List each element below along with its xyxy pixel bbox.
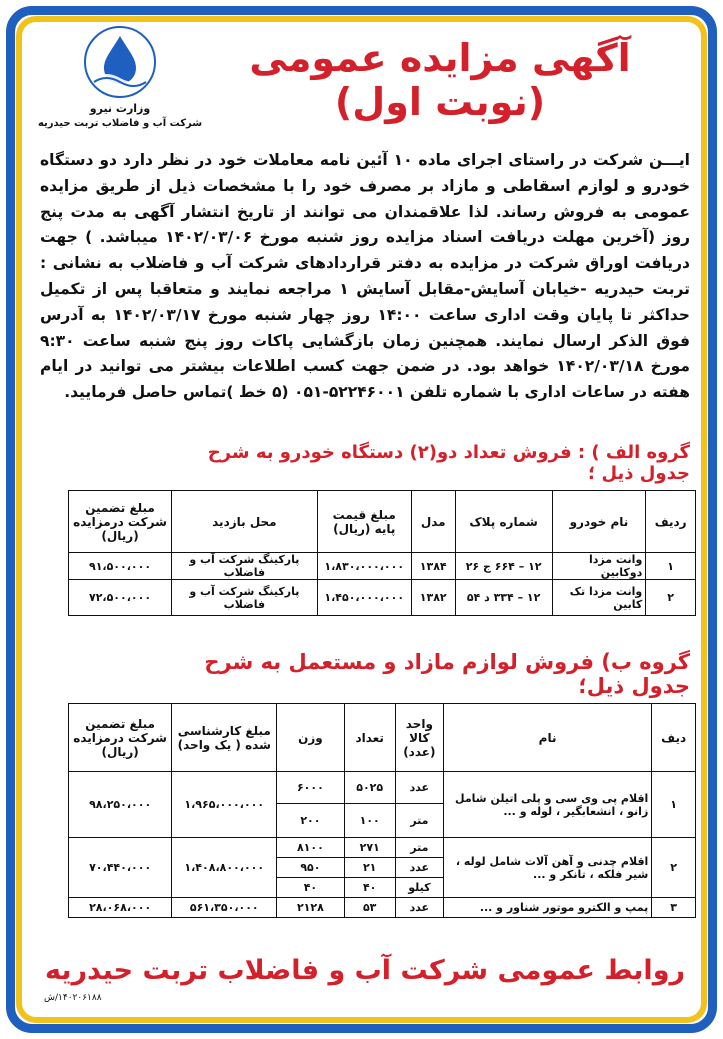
cell-unit: متر bbox=[395, 838, 443, 858]
cell-expert-price: ۵۶۱،۳۵۰،۰۰۰ bbox=[172, 898, 277, 918]
cell-vehicle-name: وانت مزدا دوکابین bbox=[552, 553, 646, 580]
table-row bbox=[69, 898, 696, 918]
table-row bbox=[69, 772, 696, 804]
logo-block bbox=[30, 26, 210, 144]
surplus-items-table bbox=[68, 703, 696, 918]
water-drop-logo bbox=[84, 26, 156, 98]
cell-weight: ۲۱۲۸ bbox=[277, 898, 344, 918]
th-visit-location: محل بازدید bbox=[172, 491, 318, 553]
cell-guarantee: ۹۱،۵۰۰،۰۰۰ bbox=[69, 553, 172, 580]
cell-row: ۲ bbox=[652, 838, 696, 898]
cell-guarantee: ۲۸،۰۶۸،۰۰۰ bbox=[69, 898, 172, 918]
cell-count: ۵۰۲۵ bbox=[344, 772, 395, 804]
cell-count: ۴۰ bbox=[344, 878, 395, 898]
cell-unit: متر bbox=[395, 804, 443, 838]
cell-model: ۱۳۸۴ bbox=[411, 553, 455, 580]
th-row: ردیف bbox=[646, 491, 696, 553]
cell-expert-price: ۱،۹۶۵،۰۰۰،۰۰۰ bbox=[172, 772, 277, 838]
th-count: تعداد bbox=[344, 704, 395, 772]
table-row bbox=[69, 838, 696, 858]
vehicles-table bbox=[68, 490, 696, 616]
cell-vehicle-name: وانت مزدا تک کابین bbox=[552, 580, 646, 616]
cell-guarantee: ۹۸،۲۵۰،۰۰۰ bbox=[69, 772, 172, 838]
th-guarantee: مبلغ تضمین شرکت درمزایده (ریال) bbox=[69, 704, 172, 772]
cell-weight: ۲۰۰ bbox=[277, 804, 344, 838]
cell-count: ۱۰۰ bbox=[344, 804, 395, 838]
cell-count: ۵۳ bbox=[344, 898, 395, 918]
cell-row: ۱ bbox=[646, 553, 696, 580]
th-base-price: مبلغ قیمت پایه (ریال) bbox=[317, 491, 411, 553]
cell-guarantee: ۷۰،۴۴۰،۰۰۰ bbox=[69, 838, 172, 898]
cell-model: ۱۳۸۲ bbox=[411, 580, 455, 616]
table-row bbox=[69, 580, 696, 616]
cell-weight: ۸۱۰۰ bbox=[277, 838, 344, 858]
cell-item-name: اقلام پی وی سی و پلی اتیلن شامل زانو ، انشعابگیر ، لوله و ... bbox=[443, 772, 651, 838]
page-title: آگهی مزایده عمومی (نوبت اول) bbox=[249, 36, 631, 124]
cell-unit: عدد bbox=[395, 772, 443, 804]
cell-plate: ۱۲ – ۶۶۴ ج ۲۶ bbox=[455, 553, 552, 580]
group-b-title: گروه ب) فروش لوازم مازاد و مستعمل به شرح جدول ذیل؛ bbox=[204, 650, 690, 698]
cell-item-name: پمپ و الکترو موتور شناور و ... bbox=[443, 898, 651, 918]
group-a-title: گروه الف ) : فروش تعداد دو(۲) دستگاه خودرو به شرح جدول ذیل ؛ bbox=[207, 442, 690, 484]
cell-count: ۲۷۱ bbox=[344, 838, 395, 858]
th-row: دیف bbox=[652, 704, 696, 772]
table-row bbox=[69, 553, 696, 580]
th-vehicle-name: نام خودرو bbox=[552, 491, 646, 553]
cell-unit: کیلو bbox=[395, 878, 443, 898]
announcement-body: ایـــن شرکت در راستای اجرای ماده ۱۰ آئین نامه معاملات خود در نظر دارد دو دستگاه خودرو و لوازم اسقاطی و مازاد بر مصرف خود را با مشخصات ذیل از طریق مزایده عمومی به فروش رساند. لذا علاقمندان می توانند از تاریخ انتشار آگهی به مدت پنج روز (آخرین مهلت دریافت اسناد مزایده روز شنبه مورخ ۱۴۰۲/۰۳/۰۶ میباشد. ) جهت دریافت اوراق شرکت در مزایده به دفتر قراردادهای شرکت آب و فاضلاب به نشانی : تربت حیدریه -خیابان آسایش-مقابل آسایش ۱ مراجعه نمایند و متعاقبا پس از تکمیل حداکثر تا پایان وقت اداری ساعت ۱۴:۰۰ روز چهار شنبه مورخ ۱۴۰۲/۰۳/۱۷ به آدرس فوق الذکر ارسال نمایند. همچنین زمان بازگشایی پاکات روز پنج شنبه ساعت ۹:۳۰ مورخ ۱۴۰۲/۰۳/۱۸ خواهد بود. در ضمن جهت کسب اطلاعات بیشتر می توانید در ایام هفته در ساعات اداری با شماره تلفن ۵۲۲۴۶۰۰۱-۰۵۱ (۵ خط )تماس حاصل فرمایید. bbox=[40, 151, 690, 402]
cell-plate: ۱۲ – ۳۳۴ د ۵۴ bbox=[455, 580, 552, 616]
footer-public-relations: روابط عمومی شرکت آب و فاضلاب تربت حیدریه bbox=[44, 955, 686, 986]
cell-weight: ۹۵۰ bbox=[277, 858, 344, 878]
cell-expert-price: ۱،۴۰۸،۸۰۰،۰۰۰ bbox=[172, 838, 277, 898]
th-unit: واحد کالا (عدد) bbox=[395, 704, 443, 772]
cell-visit-location: پارکینگ شرکت آب و فاضلاب bbox=[172, 580, 318, 616]
ministry-name: وزارت نیرو bbox=[89, 102, 151, 115]
th-weight: وزن bbox=[277, 704, 344, 772]
company-name-small: شرکت آب و فاضلاب تربت حیدریه bbox=[37, 118, 203, 129]
th-expert-price: مبلغ کارشناسی شده ( یک واحد) bbox=[172, 704, 277, 772]
reference-code: ۱۴۰۲۰۶۱۸۸/ش bbox=[44, 993, 102, 1003]
cell-visit-location: پارکینگ شرکت آب و فاضلاب bbox=[172, 553, 318, 580]
cell-unit: عدد bbox=[395, 898, 443, 918]
th-plate: شماره پلاک bbox=[455, 491, 552, 553]
cell-base-price: ۱،۴۵۰،۰۰۰،۰۰۰ bbox=[317, 580, 411, 616]
cell-unit: عدد bbox=[395, 858, 443, 878]
th-model: مدل bbox=[411, 491, 455, 553]
cell-item-name: اقلام چدنی و آهن آلات شامل لوله ، شیر فلکه ، تانکر و ... bbox=[443, 838, 651, 898]
cell-guarantee: ۷۲،۵۰۰،۰۰۰ bbox=[69, 580, 172, 616]
th-guarantee: مبلغ تضمین شرکت درمزایده (ریال) bbox=[69, 491, 172, 553]
cell-base-price: ۱،۸۳۰،۰۰۰،۰۰۰ bbox=[317, 553, 411, 580]
cell-weight: ۶۰۰۰ bbox=[277, 772, 344, 804]
cell-row: ۱ bbox=[652, 772, 696, 838]
cell-row: ۲ bbox=[646, 580, 696, 616]
cell-row: ۳ bbox=[652, 898, 696, 918]
cell-count: ۲۱ bbox=[344, 858, 395, 878]
cell-weight: ۴۰ bbox=[277, 878, 344, 898]
th-item-name: نام bbox=[443, 704, 651, 772]
